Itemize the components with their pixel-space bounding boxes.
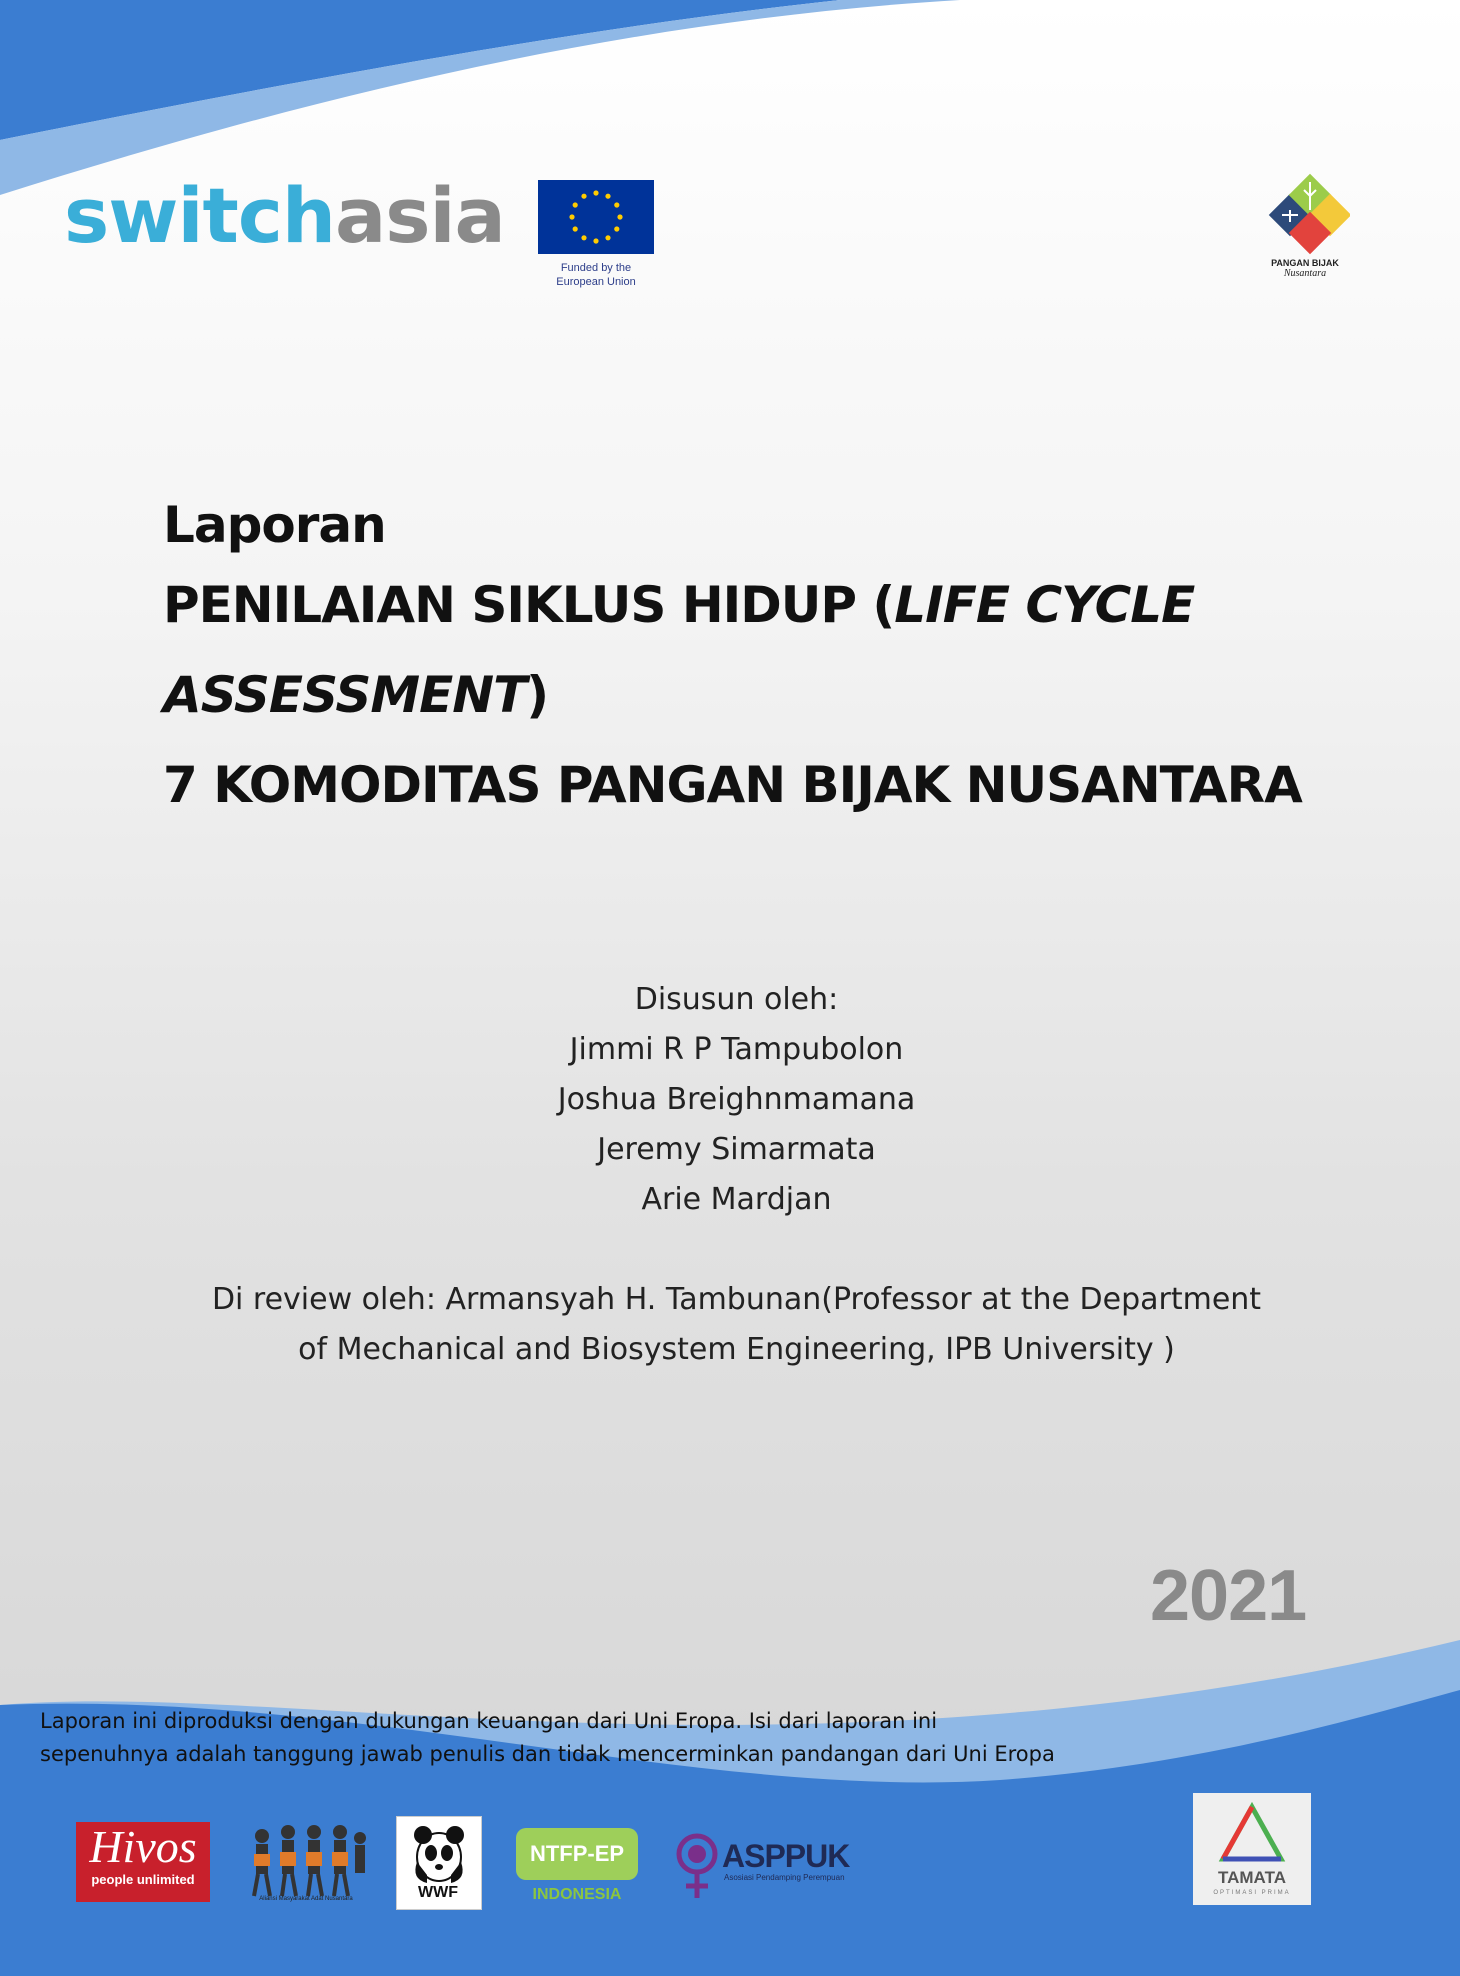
tamata-subtitle: OPTIMASI PRIMA xyxy=(1213,1890,1291,1896)
eu-star-icon xyxy=(573,226,578,231)
eu-star-icon xyxy=(617,214,622,219)
reviewer-block xyxy=(180,1275,1293,1375)
title-line-penilaian xyxy=(163,560,1363,650)
switchasia-logo xyxy=(64,171,505,260)
title-line2-prefix: PENILAIAN SIKLUS HIDUP ( xyxy=(163,576,895,634)
title-line3-italic: ASSESSMENT xyxy=(163,666,527,724)
tamata-triangle-icon xyxy=(1193,1793,1311,1873)
publication-year: 2021 xyxy=(1150,1556,1307,1636)
wwf-label: WWF xyxy=(418,1884,458,1901)
ntfp-indonesia-label: INDONESIA xyxy=(532,1886,622,1903)
hivos-tagline: people unlimited xyxy=(91,1872,195,1887)
eu-star-icon xyxy=(581,194,586,199)
eu-caption xyxy=(532,261,660,289)
title-line-komoditas: 7 KOMODITAS PANGAN BIJAK NUSANTARA xyxy=(163,756,1302,814)
title-line-laporan: Laporan xyxy=(163,496,386,554)
eu-disclaimer xyxy=(40,1705,1140,1771)
authors-block xyxy=(400,975,1073,1225)
eu-star-icon xyxy=(581,235,586,240)
asppuk-label: ASPPUK xyxy=(722,1838,850,1874)
eu-star-icon xyxy=(593,190,598,195)
eu-star-icon xyxy=(605,194,610,199)
aman-logo-icon xyxy=(242,1818,370,1908)
author-name: Arie Mardjan xyxy=(641,1182,832,1217)
disclaimer-line1: Laporan ini diproduksi dengan dukungan keuangan dari Uni Eropa. Isi dari laporan ini xyxy=(40,1709,938,1733)
hivos-logo xyxy=(76,1822,210,1902)
pangan-bijak-caption-line1: PANGAN BIJAK xyxy=(1271,258,1339,268)
eu-star-icon xyxy=(569,214,574,219)
panda-icon xyxy=(397,1817,481,1887)
eu-star-icon xyxy=(573,202,578,207)
author-name: Jeremy Simarmata xyxy=(597,1132,876,1167)
aman-caption: Aliansi Masyarakat Adat Nusantara xyxy=(259,1896,353,1902)
eu-star-icon xyxy=(593,238,598,243)
eu-flag-icon xyxy=(538,180,654,254)
eu-star-icon xyxy=(614,202,619,207)
title-line3-suffix: ) xyxy=(526,666,549,724)
eu-star-icon xyxy=(614,226,619,231)
switchasia-logo-prefix: switch xyxy=(64,171,335,260)
authors-heading: Disusun oleh: xyxy=(634,982,839,1017)
pangan-bijak-caption xyxy=(1250,258,1360,279)
eu-caption-line1: Funded by the xyxy=(560,262,632,274)
disclaimer-line2: sepenuhnya adalah tanggung jawab penulis dan tidak mencerminkan pandangan dari Uni Eropa xyxy=(40,1742,1055,1766)
title-line2-italic: LIFE CYCLE xyxy=(894,576,1195,634)
eu-caption-line2: European Union xyxy=(556,276,636,288)
title-line-assessment xyxy=(163,650,1363,740)
female-symbol-icon xyxy=(672,1832,722,1902)
pangan-bijak-caption-line2: Nusantara xyxy=(1283,268,1327,279)
switchasia-logo-suffix: asia xyxy=(334,171,505,260)
reviewer-line2: of Mechanical and Biosystem Engineering, IPB University ) xyxy=(298,1332,1175,1367)
tamata-logo xyxy=(1193,1793,1311,1905)
author-name: Jimmi R P Tampubolon xyxy=(569,1032,904,1067)
author-name: Joshua Breighnmamana xyxy=(557,1082,916,1117)
report-title xyxy=(163,490,1363,830)
tamata-label: TAMATA xyxy=(1218,1868,1286,1887)
hivos-name: Hivos xyxy=(89,1821,197,1872)
reviewer-line1: Di review oleh: Armansyah H. Tambunan(Professor at the Department xyxy=(211,1282,1262,1317)
ntfp-logo: NTFP-EP xyxy=(516,1828,638,1880)
asppuk-subtitle: Asosiasi Pendamping Perempuan xyxy=(724,1873,845,1882)
eu-star-icon xyxy=(605,235,610,240)
